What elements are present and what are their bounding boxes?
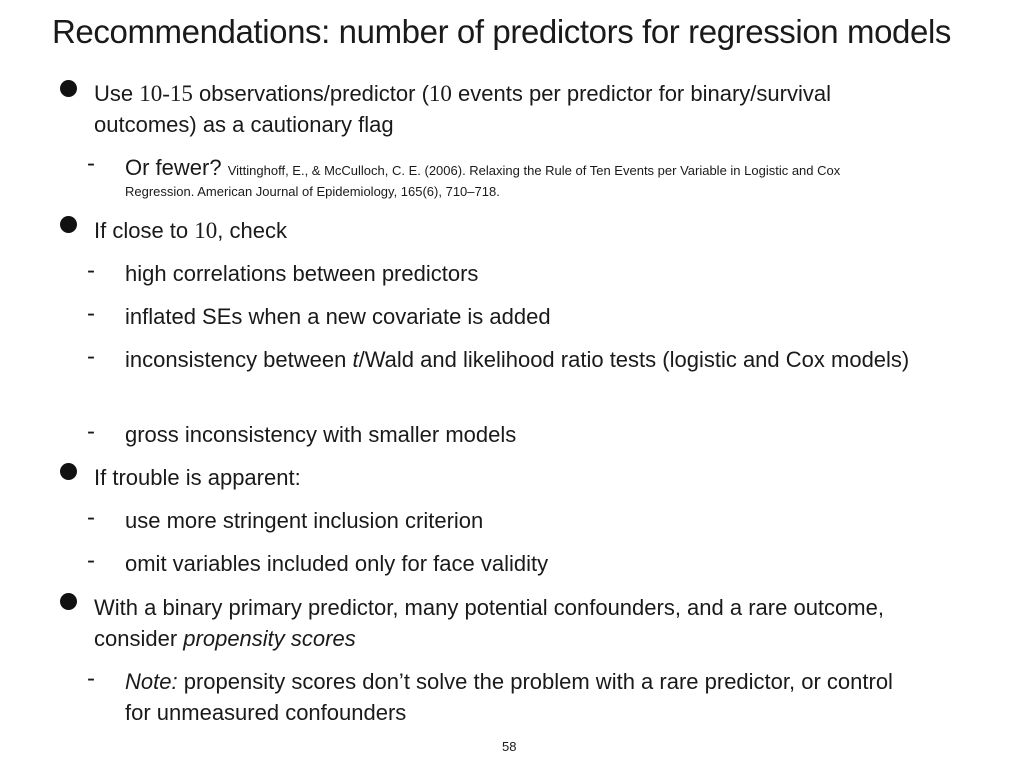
bullet-dot [60,80,77,97]
sub-bullet-dash: - [87,665,95,692]
page-number: 58 [502,739,517,754]
sub-bullet-4-1: Note: propensity scores don’t solve the problem with a rare predictor, or control for unmeasured confounders [125,669,893,725]
bullet-2-number: 10 [194,218,218,243]
sub-bullet-dash: - [87,257,95,284]
slide-title: Recommendations: number of predictors for regression models [52,13,951,50]
bullet-dot [60,463,77,480]
sub-bullet-dash: - [87,150,95,177]
sub-bullet-dash: - [87,300,95,327]
sub-bullet-2-4: gross inconsistency with smaller models [125,422,517,447]
bullet-3-text: If trouble is apparent: [94,465,301,490]
sub-bullet-dash: - [87,343,95,370]
sub-bullet-1-1: Or fewer? Vittinghoff, E., & McCulloch, C. E. (2006). Relaxing the Rule of Ten Events per Variable in Logistic and Cox [125,155,841,180]
bullet-dot [60,216,77,233]
citation: Vittinghoff, E., & McCulloch, C. E. (2006). Relaxing the Rule of Ten Events per Variable in Logistic and Cox [227,163,841,178]
sub-bullet-3-2: omit variables included only for face validity [125,551,549,576]
bullet-dot [60,593,77,610]
propensity-scores-term: propensity scores [183,626,356,651]
citation-line-2: Regression. American Journal of Epidemiology, 165(6), 710–718. [125,184,500,199]
sub-bullet-2-1: high correlations between predictors [125,261,479,286]
bullet-1-number-2: 10 [428,81,452,106]
sub-bullet-3-1: use more stringent inclusion criterion [125,508,484,533]
sub-bullet-dash: - [87,547,95,574]
sub-bullet-dash: - [87,504,95,531]
bullet-2-text: If close to 10, check [94,218,287,243]
sub-bullet-dash: - [87,418,95,445]
sub-bullet-2-2: inflated SEs when a new covariate is added [125,304,551,329]
bullet-4-text: With a binary primary predictor, many potential confounders, and a rare outcome, consider propensity scores [94,595,884,651]
bullet-1-number: 10-15 [139,81,193,106]
bullet-1-text: Use 10-15 observations/predictor (10 events per predictor for binary/survival outcomes) as a cautionary flag [94,81,831,137]
sub-bullet-2-3: inconsistency between t/Wald and likelihood ratio tests (logistic and Cox models) [125,347,910,372]
